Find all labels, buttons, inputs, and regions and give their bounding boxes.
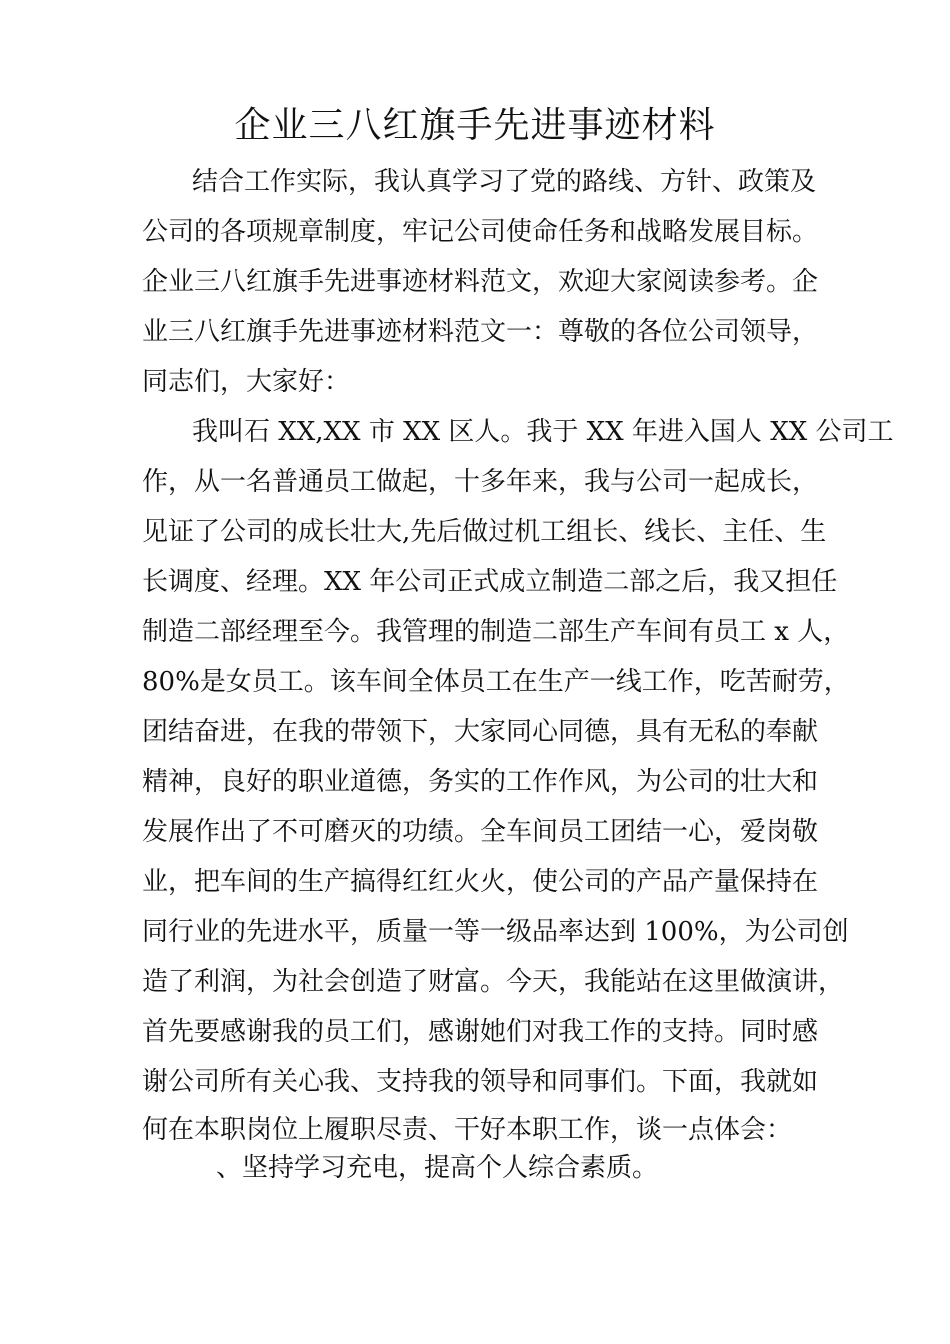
paragraph-line: 结合工作实际，我认真学习了党的路线、方针、政策及 [192,167,817,197]
paragraph-line: 业，把车间的生产搞得红红火火，使公司的产品产量保持在 [142,867,819,897]
paragraph-line: 见证了公司的成长壮大,先后做过机工组长、线长、主任、生 [142,517,827,547]
paragraph-line: 何在本职岗位上履职尽责、干好本职工作，谈一点体会： [142,1115,793,1145]
document-title: 企业三八红旗手先进事迹材料 [234,105,716,146]
paragraph-line: 企业三八红旗手先进事迹材料范文，欢迎大家阅读参考。企 [142,267,819,297]
paragraph-line: 作，从一名普通员工做起，十多年来，我与公司一起成长， [142,467,819,497]
paragraph-line: 制造二部经理至今。我管理的制造二部生产车间有员工 x 人， [142,617,850,647]
paragraph-line: 业三八红旗手先进事迹材料范文一：尊敬的各位公司领导， [142,317,819,347]
paragraph-line: 精神，良好的职业道德，务实的工作作风，为公司的壮大和 [142,767,819,797]
paragraph-line: 谢公司所有关心我、支持我的领导和同事们。下面，我就如 [142,1067,819,1097]
paragraph-line: 公司的各项规章制度，牢记公司使命任务和战略发展目标。 [142,217,819,247]
paragraph-line: 同行业的先进水平，质量一等一级品率达到 100%，为公司创 [142,917,849,947]
paragraph-line: 团结奋进，在我的带领下，大家同心同德，具有无私的奉献 [142,717,819,747]
paragraph-line: 同志们，大家好： [142,367,351,397]
paragraph-line: 首先要感谢我的员工们，感谢她们对我工作的支持。同时感 [142,1017,819,1047]
paragraph-line: 我叫石 XX,XX 市 XX 区人。我于 XX 年进入国人 XX 公司工 [192,417,894,447]
paragraph-line: 造了利润，为社会创造了财富。今天，我能站在这里做演讲， [142,967,845,997]
paragraph-line: 发展作出了不可磨灭的功绩。全车间员工团结一心，爱岗敬 [142,817,819,847]
paragraph-line: 80%是女员工。该车间全体员工在生产一线工作，吃苦耐劳， [142,667,850,697]
paragraph-line: 长调度、经理。XX 年公司正式成立制造二部之后，我又担任 [142,567,838,597]
section-heading: 、坚持学习充电，提高个人综合素质。 [216,1153,659,1183]
